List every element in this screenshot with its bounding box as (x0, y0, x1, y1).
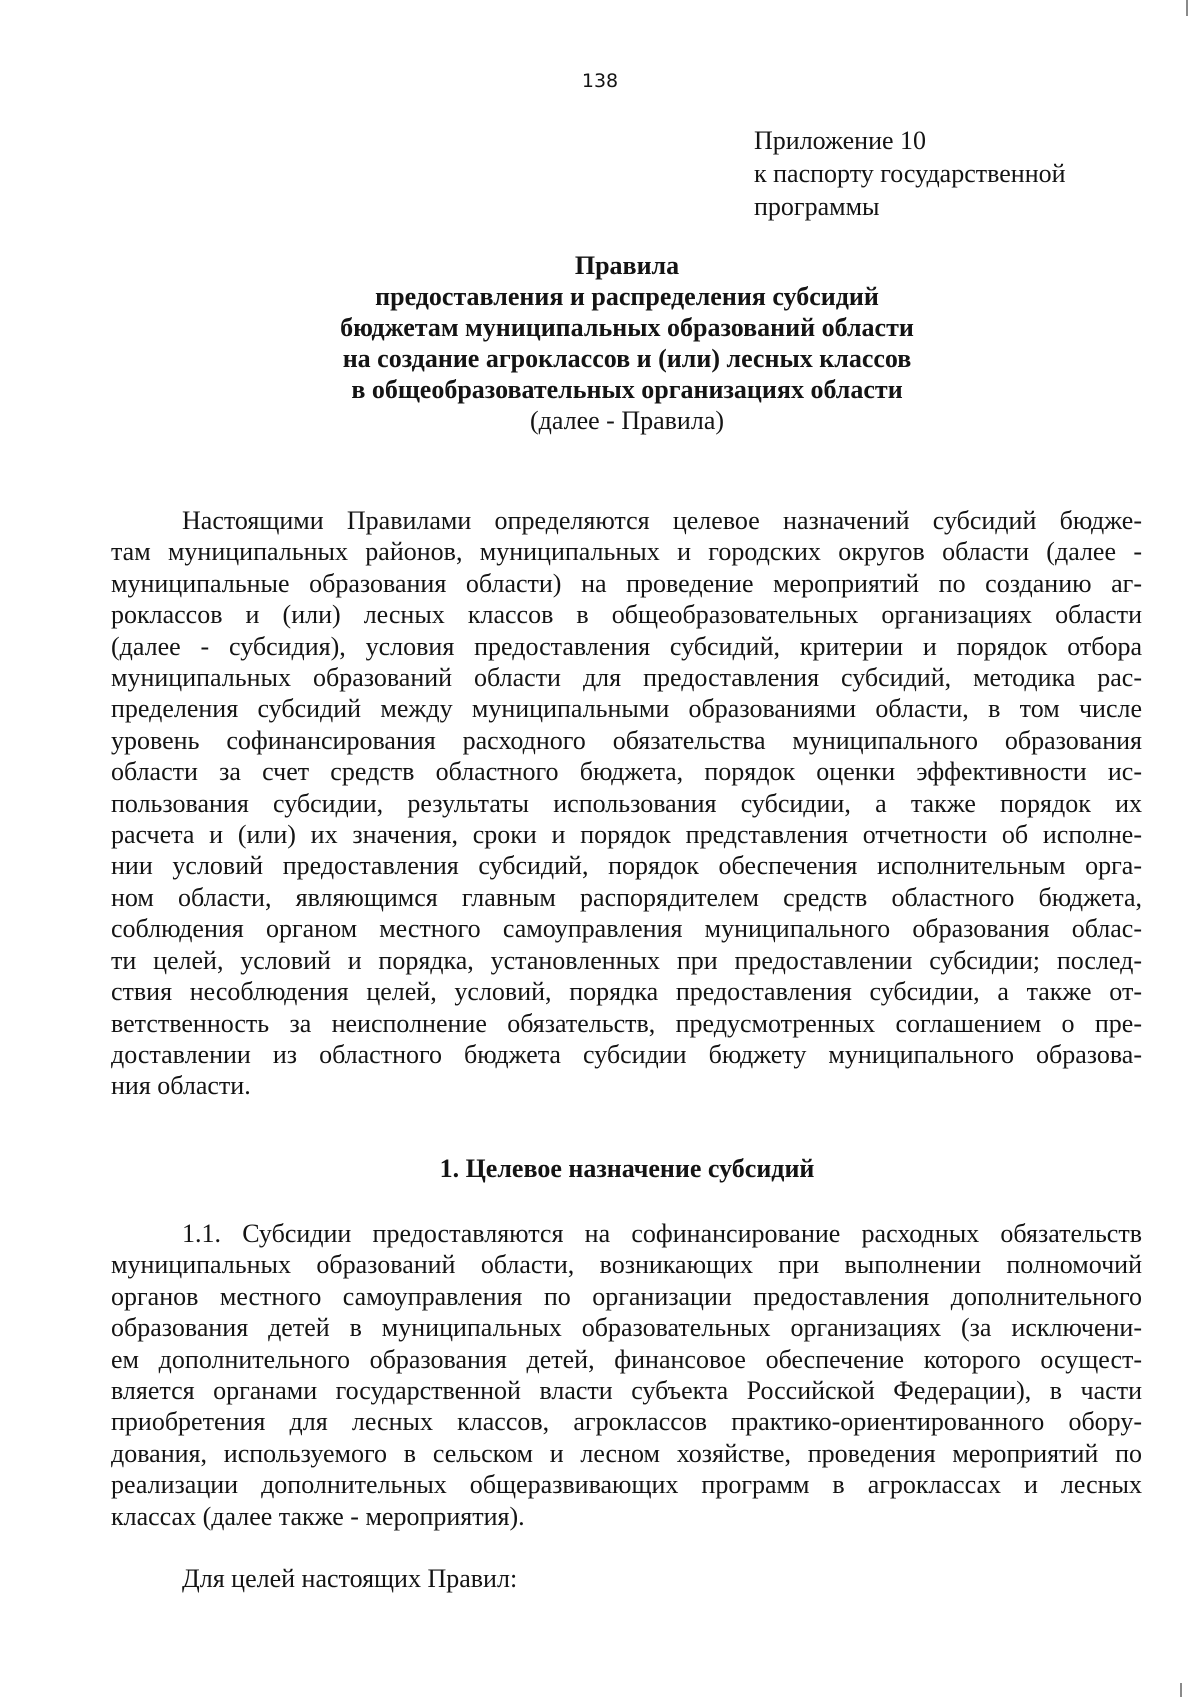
text-line: классах (далее также - мероприятия). (111, 1501, 525, 1531)
intro-paragraph (111, 505, 1142, 1102)
text-line: ствия несоблюдения целей, условий, порядка предоставления субсидии, а также от- (111, 977, 1142, 1007)
text-line: муниципальных образований области для предоставления субсидий, методика рас- (111, 663, 1142, 693)
document-title (0, 250, 1200, 436)
text-line: ном области, являющимся главным распорядителем средств областного бюджета, (111, 882, 1142, 912)
section-heading: 1. Целевое назначение субсидий (439, 1154, 815, 1183)
text-line: роклассов и (или) лесных классов в общеобразовательных организациях области (111, 600, 1142, 630)
text-line: приобретения для лесных классов, агроклассов практико-ориентированного обору- (111, 1407, 1142, 1437)
text-line: муниципальные образования области) на проведение мероприятий по созданию аг- (111, 568, 1142, 598)
appendix-line: программы (754, 192, 880, 221)
text-line: дования, используемого в сельском и лесном хозяйстве, проведения мероприятий по (111, 1438, 1142, 1468)
title-line: на создание агроклассов и (или) лесных классов (342, 344, 912, 373)
title-note: (далее - Правила) (529, 406, 725, 435)
text-line: Настоящими Правилами определяются целевое назначений субсидий бюдже- (182, 506, 1142, 535)
text-line: ветственность за неисполнение обязательств, предусмотренных соглашением о пре- (111, 1008, 1142, 1038)
text-line: ния области. (111, 1071, 251, 1101)
appendix-line: к паспорту государственной (754, 159, 1066, 188)
text-line: ти целей, условий и порядка, установленных при предоставлении субсидии; послед- (111, 945, 1142, 975)
closing-line: Для целей настоящих Правил: (182, 1564, 518, 1593)
appendix-line: Приложение 10 (754, 126, 927, 155)
title-line: предоставления и распределения субсидий (375, 282, 879, 311)
section-paragraph (111, 1218, 1142, 1532)
text-line: (далее - субсидия), условия предоставления субсидий, критерии и порядок отбора (111, 631, 1142, 661)
scan-edge-mark (1186, 0, 1188, 16)
text-line: реализации дополнительных общеразвивающих программ в агроклассах и лесных (111, 1470, 1142, 1500)
text-line: доставлении из областного бюджета субсидии бюджету муниципального образова- (111, 1039, 1142, 1069)
text-line: области за счет средств областного бюджета, порядок оценки эффективности ис- (111, 757, 1142, 787)
title-line: бюджетам муниципальных образований области (340, 313, 914, 342)
title-line: Правила (574, 251, 680, 280)
text-line: ем дополнительного образования детей, финансовое обеспечение которого осущест- (111, 1344, 1142, 1374)
text-line: нии условий предоставления субсидий, порядок обеспечения исполнительным орга- (111, 851, 1142, 881)
text-line: органов местного самоуправления по организации предоставления дополнительного (111, 1281, 1142, 1311)
page-number: 138 (581, 70, 619, 92)
text-line: муниципальных образований области, возникающих при выполнении полномочий (111, 1250, 1142, 1280)
text-line: соблюдения органом местного самоуправления муниципального образования облас- (111, 914, 1142, 944)
text-line: пределения субсидий между муниципальными образованиями области, в том числе (111, 694, 1142, 724)
text-line: там муниципальных районов, муниципальных и городских округов области (далее - (111, 537, 1142, 567)
text-line: уровень софинансирования расходного обязательства муниципального образования (111, 725, 1142, 755)
appendix-block (754, 124, 1066, 223)
title-line: в общеобразовательных организациях области (351, 375, 903, 404)
text-line: расчета и (или) их значения, сроки и порядок представления отчетности об исполне- (111, 820, 1142, 850)
text-line: вляется органами государственной власти субъекта Российской Федерации), в части (111, 1376, 1142, 1406)
text-line: пользования субсидии, результаты использования субсидии, а также порядок их (111, 788, 1142, 818)
scan-edge-mark (1180, 1683, 1182, 1697)
text-line: 1.1. Субсидии предоставляются на софинансирование расходных обязательств (182, 1219, 1142, 1248)
text-line: образования детей в муниципальных образовательных организациях (за исключени- (111, 1313, 1142, 1343)
